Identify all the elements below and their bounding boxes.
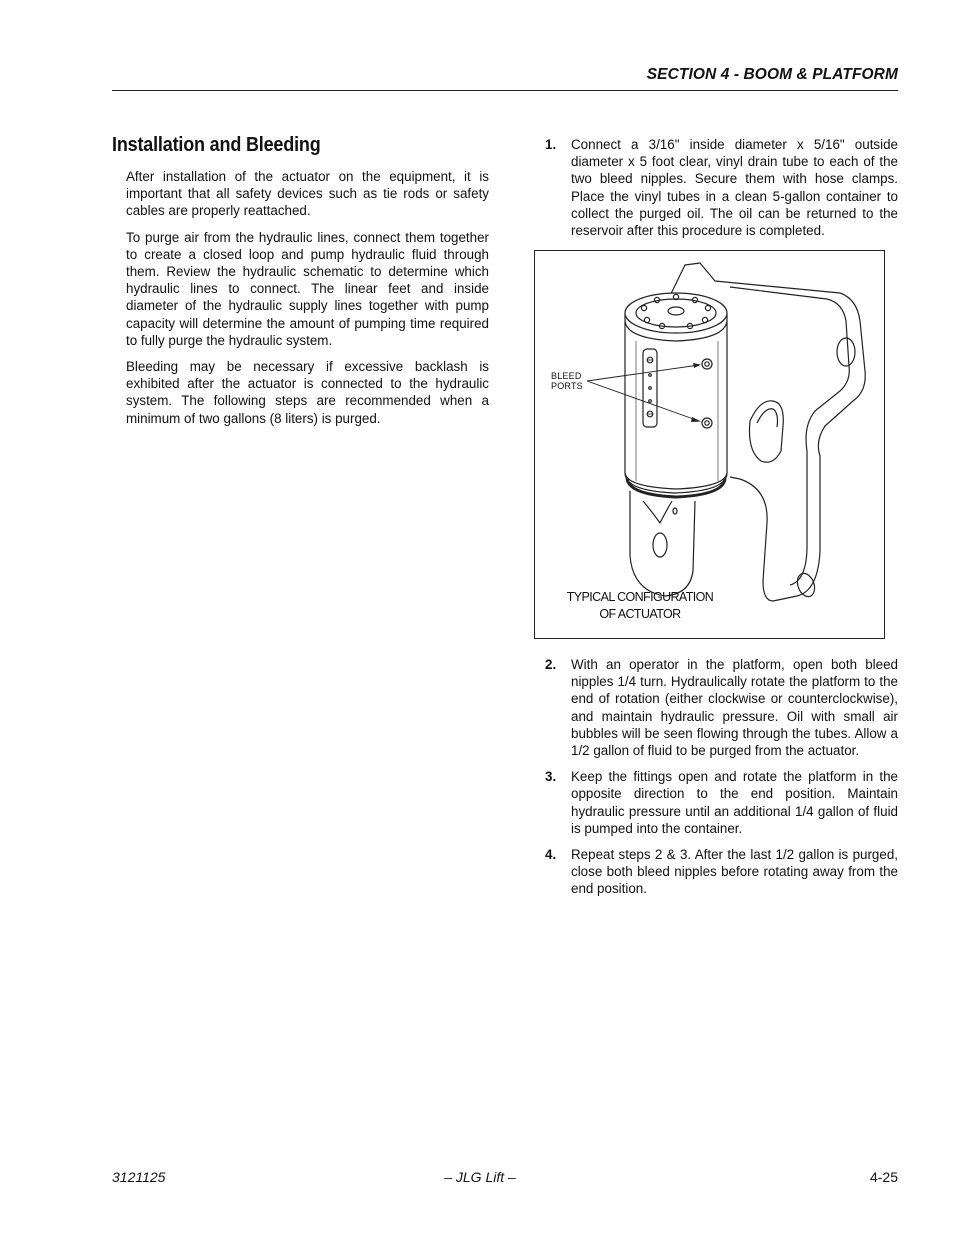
- paragraph-purge-air: To purge air from the hydraulic lines, connect them together to create a closed loop and pump hydraulic fluid through them. Review the hydraulic schematic to determine which hydraulic lines to connect. The linear feet and inside diameter of the hydraulic supply lines together with pump capacity will determine the amount of pumping time required to fully purge the hydraulic system.: [126, 229, 489, 348]
- footer-page-number: 4-25: [869, 1169, 898, 1185]
- step-text: With an operator in the platform, open both bleed nipples 1/4 turn. Hydraulically rotate the platform to the end of rotation (either clockwise or counterclockwise), and maintain hydraulic pressure. Oil with small air bubbles will be seen flowing through the tubes. Allow a 1/2 gallon of fluid to be purged from the actuator.: [571, 657, 898, 759]
- section-header-title: SECTION 4 - BOOM & PLATFORM: [646, 66, 898, 83]
- figure-caption: TYPICAL CONFIGURATION OF ACTUATOR: [566, 590, 714, 621]
- actuator-figure: [534, 250, 885, 639]
- paragraph-bleeding: Bleeding may be necessary if excessive backlash is exhibited after the actuator is connected to the hydraulic system. The following steps are recommended when a minimum of two gallons (8 liters) is purged.: [126, 359, 489, 426]
- step-number: 3.: [545, 769, 557, 785]
- step-2: [545, 656, 898, 759]
- step-list-bottom: [545, 656, 898, 907]
- actuator-drawing: [535, 251, 886, 640]
- step-4: [545, 846, 898, 898]
- step-text: Keep the fittings open and rotate the platform in the opposite direction to the end position. Maintain hydraulic pressure until an additional 1/4 gallon of fluid is pumped into the container.: [571, 769, 898, 836]
- step-list-top: [545, 136, 898, 248]
- step-number: 4.: [545, 847, 557, 863]
- step-1: [545, 136, 898, 239]
- header-rule: [112, 90, 898, 91]
- step-text: Connect a 3/16" inside diameter x 5/16" outside diameter x 5 foot clear, vinyl drain tube to each of the two bleed nipples. Secure them with hose clamps. Place the vinyl tubes in a clean 5-gallon container to collect the purged oil. The oil can be returned to the reservoir after this procedure is completed.: [571, 137, 898, 239]
- footer-doc-number: 3121125: [112, 1169, 166, 1185]
- bleed-ports-label: BLEED PORTS: [551, 371, 583, 391]
- section-heading: Installation and Bleeding: [112, 134, 321, 156]
- step-3: [545, 768, 898, 837]
- step-text: Repeat steps 2 & 3. After the last 1/2 gallon is purged, close both bleed nipples before rotating away from the end position.: [571, 847, 898, 897]
- step-number: 2.: [545, 657, 557, 672]
- paragraph-reattach: After installation of the actuator on the equipment, it is important that all safety devices such as tie rods or safety cables are properly reattached.: [126, 169, 489, 219]
- footer-publisher: – JLG Lift –: [444, 1169, 516, 1185]
- left-column: [126, 168, 489, 436]
- step-number: 1.: [545, 137, 557, 152]
